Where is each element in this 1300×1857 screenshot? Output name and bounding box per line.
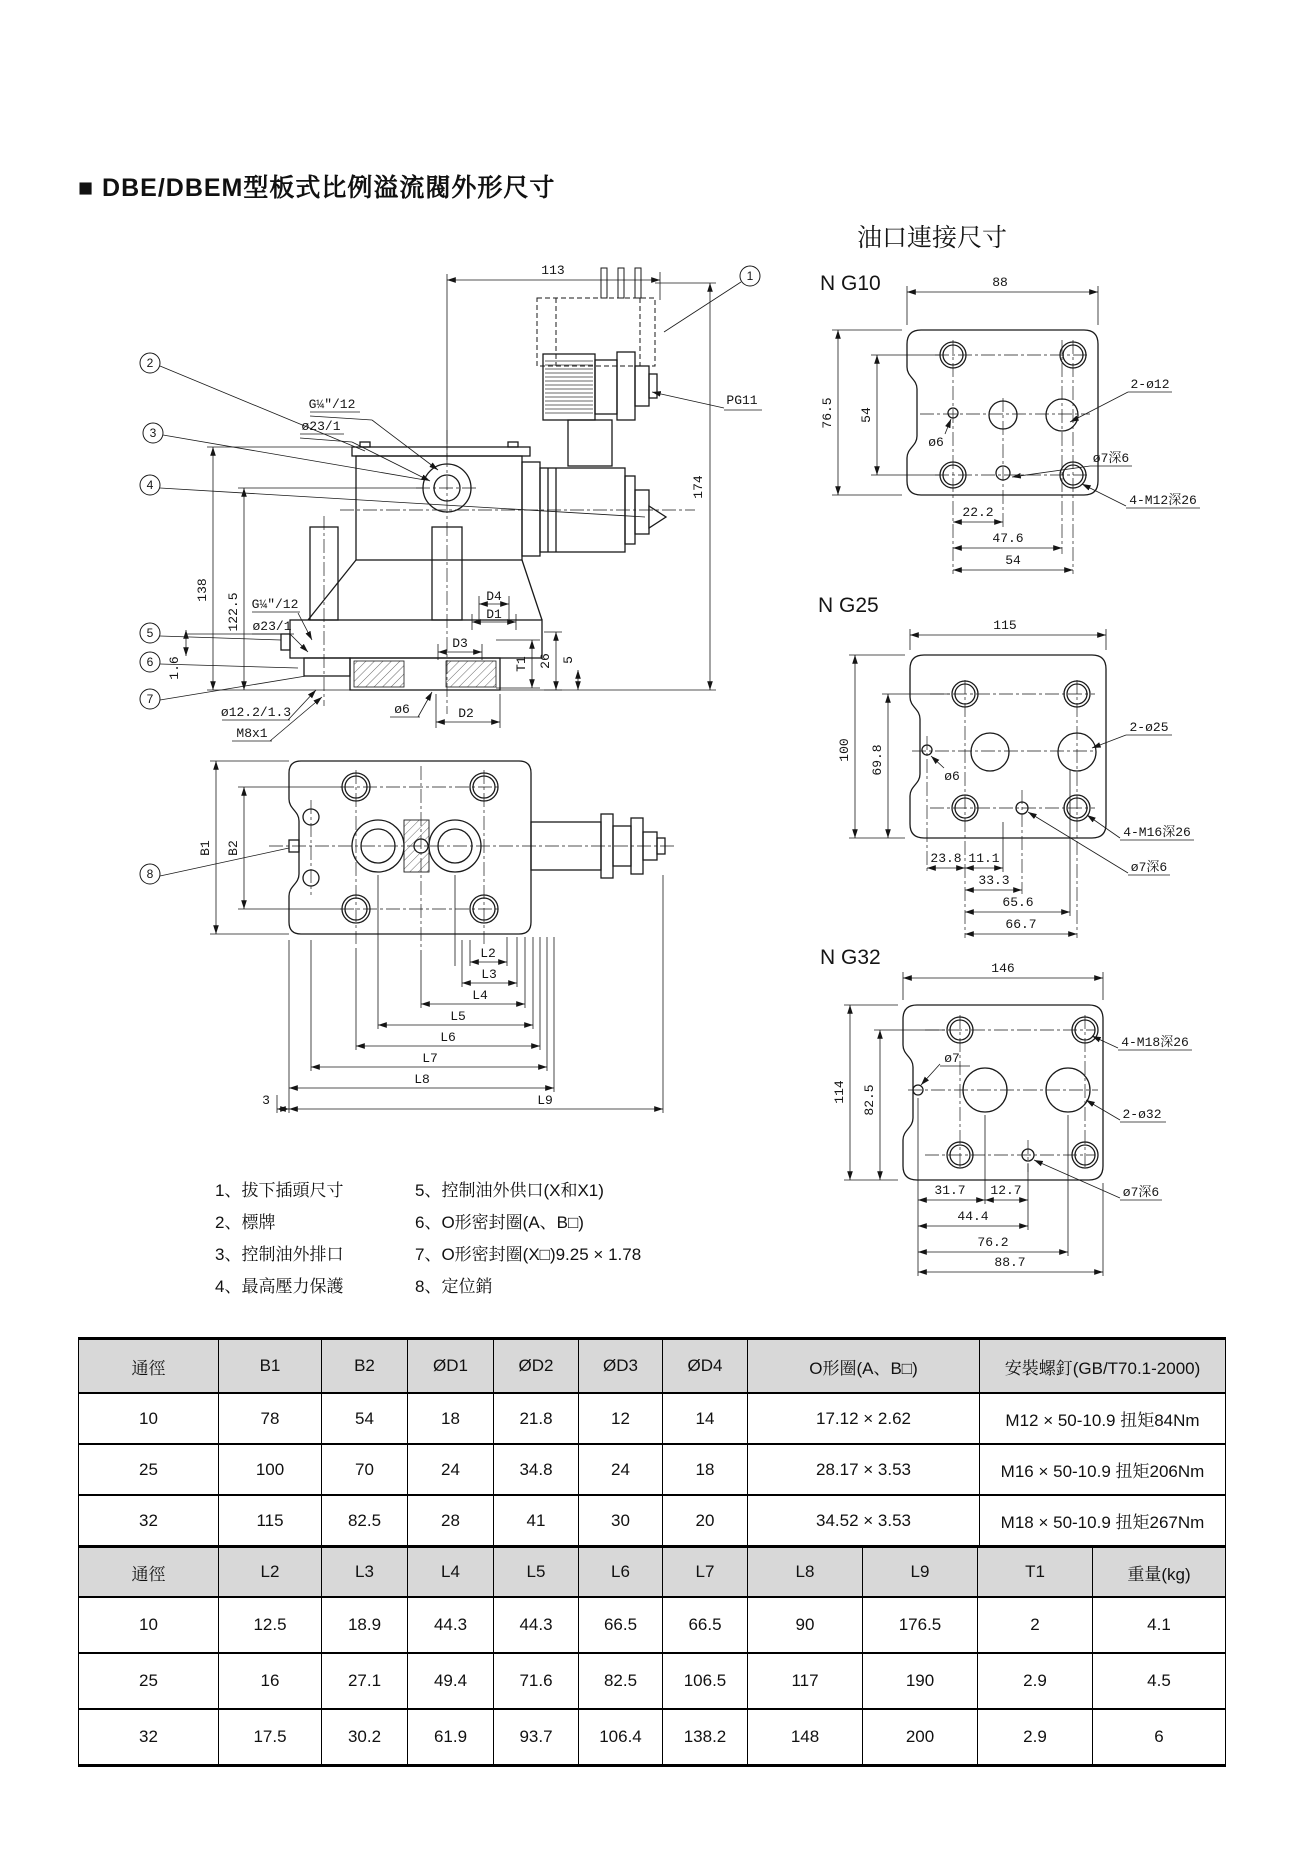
cell: 78 [219, 1393, 322, 1444]
cell: 18 [408, 1393, 494, 1444]
side-view [281, 268, 695, 714]
table-row [79, 1393, 1226, 1444]
ng10-labels [820, 275, 1197, 568]
cell: M12 × 50-10.9 扭矩84Nm [980, 1393, 1226, 1444]
dim-l6: L6 [440, 1030, 456, 1045]
cell: 2 [978, 1597, 1093, 1653]
cell: 25 [79, 1444, 219, 1495]
cell: 25 [79, 1653, 219, 1709]
col-header: ØD2 [494, 1339, 579, 1394]
callout-5: 5 [146, 626, 154, 640]
table2-header-row [79, 1547, 1226, 1598]
cell: 71.6 [494, 1653, 579, 1709]
label-o23-top: ø23/1 [301, 419, 341, 434]
bottom-dim-labels [198, 840, 241, 856]
cell: 34.52 × 3.53 [748, 1495, 980, 1545]
ng25-dim-h2: 69.8 [870, 744, 885, 776]
ng10-small-hole: ø6 [928, 435, 944, 450]
cell: 28.17 × 3.53 [748, 1444, 980, 1495]
cell: 21.8 [494, 1393, 579, 1444]
cell: 2.9 [978, 1653, 1093, 1709]
label-g14-left: G¼″/12 [251, 597, 299, 612]
ng10-label: N G10 [820, 272, 881, 295]
cell: 32 [79, 1709, 219, 1766]
connector-body [543, 352, 657, 466]
cell: 41 [494, 1495, 579, 1545]
cell: 70 [322, 1444, 408, 1495]
cell: 32 [79, 1495, 219, 1545]
cell: 16 [219, 1653, 322, 1709]
table-row [79, 1653, 1226, 1709]
ng25-dims [849, 629, 1194, 934]
ng25-pin-label: ø7深6 [1130, 860, 1168, 875]
cell: 27.1 [322, 1653, 408, 1709]
cell: 2.9 [978, 1709, 1093, 1766]
technical-drawing [0, 180, 1300, 1300]
cell: 106.4 [579, 1709, 663, 1766]
dim-113: 113 [541, 263, 565, 278]
label-g14-top: G¼″/12 [308, 397, 356, 412]
col-header: 通徑 [79, 1339, 219, 1394]
label-o23-left: ø23/1 [252, 619, 292, 634]
bottom-ports [289, 809, 481, 886]
cell: 18.9 [322, 1597, 408, 1653]
cell: 10 [79, 1393, 219, 1444]
ng25-label: N G25 [818, 594, 879, 617]
cell: 82.5 [579, 1653, 663, 1709]
ng25-labels [837, 618, 1191, 932]
callout-7: 7 [146, 692, 154, 706]
cell: 34.8 [494, 1444, 579, 1495]
ng32-chain-2: 12.7 [990, 1183, 1022, 1198]
dim-l3: L3 [481, 967, 497, 982]
cell: 6 [1093, 1709, 1226, 1766]
cell: 190 [863, 1653, 978, 1709]
dim-l8: L8 [414, 1072, 430, 1087]
col-header: L9 [863, 1547, 978, 1598]
cell: 14 [663, 1393, 748, 1444]
callout-8: 8 [146, 867, 154, 881]
dim-26: 26 [538, 653, 553, 669]
cell: 106.5 [663, 1653, 748, 1709]
ng32-chain-4: 76.2 [977, 1235, 1009, 1250]
cell: 54 [322, 1393, 408, 1444]
dim-122-5: 122.5 [226, 592, 241, 632]
dim-b1: B1 [198, 840, 213, 856]
ng25-chain-2: 11.1 [968, 851, 1000, 866]
ng32-chain-1: 31.7 [934, 1183, 966, 1198]
cell: 115 [219, 1495, 322, 1545]
cell: 10 [79, 1597, 219, 1653]
dim-1-6: 1.6 [167, 656, 182, 680]
cell: 93.7 [494, 1709, 579, 1766]
col-header: L2 [219, 1547, 322, 1598]
page-title: ■ DBE/DBEM型板式比例溢流閥外形尺寸 [78, 174, 556, 202]
cell: 117 [748, 1653, 863, 1709]
legend-item-6: 6、O形密封圈(A、B□) [415, 1213, 584, 1232]
label-m8x1: M8x1 [236, 726, 268, 741]
ng10-dims [832, 286, 1200, 570]
dimension-table-1 [78, 1337, 1226, 1545]
ng25-dim-top: 115 [993, 618, 1017, 633]
callout-1: 1 [746, 269, 754, 283]
ng32-bolt-label: 4-M18深26 [1121, 1035, 1189, 1050]
cell: 66.5 [579, 1597, 663, 1653]
cell: 4.5 [1093, 1653, 1226, 1709]
dim-l9: L9 [537, 1093, 553, 1108]
cell: 66.5 [663, 1597, 748, 1653]
cell: M18 × 50-10.9 扭矩267Nm [980, 1495, 1226, 1545]
ng25-chain-4: 65.6 [1002, 895, 1034, 910]
ng32-dim-h1: 114 [832, 1080, 847, 1104]
ng32-dim-h2: 82.5 [862, 1084, 877, 1116]
solenoid [522, 462, 666, 556]
cell: 49.4 [408, 1653, 494, 1709]
ng32-small-hole: ø7 [944, 1051, 960, 1066]
table1-header-row [79, 1339, 1226, 1394]
bottom-view [269, 761, 677, 948]
col-header: ØD4 [663, 1339, 748, 1394]
cell: 90 [748, 1597, 863, 1653]
ng32-dim-top: 146 [991, 961, 1015, 976]
dimension-tables [78, 1337, 1225, 1767]
callout-4: 4 [146, 478, 154, 492]
dim-t1: T1 [514, 656, 529, 672]
legend-item-7: 7、O形密封圈(X□)9.25 × 1.78 [415, 1245, 642, 1264]
cell: 18 [663, 1444, 748, 1495]
dim-138: 138 [195, 578, 210, 602]
dim-l5: L5 [450, 1009, 466, 1024]
dim-3: 3 [262, 1093, 270, 1108]
cell: 20 [663, 1495, 748, 1545]
dim-l2: L2 [480, 946, 496, 961]
table-row [79, 1444, 1226, 1495]
ng10-chain-3: 54 [1005, 553, 1021, 568]
legend-item-5: 5、控制油外供口(X和X1) [415, 1181, 604, 1200]
cell: 12.5 [219, 1597, 322, 1653]
cell: 4.1 [1093, 1597, 1226, 1653]
col-header: 重量(kg) [1093, 1547, 1226, 1598]
cell: 148 [748, 1709, 863, 1766]
dimension-table-2 [78, 1545, 1226, 1767]
cell: 138.2 [663, 1709, 748, 1766]
col-header: L8 [748, 1547, 863, 1598]
cell: 100 [219, 1444, 322, 1495]
dim-174: 174 [691, 475, 706, 499]
ng32-centerlines [908, 1015, 1098, 1172]
table-row [79, 1597, 1226, 1653]
ng25-chain-3: 33.3 [978, 873, 1010, 888]
dim-d3: D3 [452, 636, 468, 651]
table-row [79, 1495, 1226, 1545]
ng32-big-holes: 2-ø32 [1122, 1107, 1162, 1122]
plug-pins [601, 268, 641, 298]
col-header: ØD3 [579, 1339, 663, 1394]
cell: 24 [408, 1444, 494, 1495]
ng25-big-holes: 2-ø25 [1129, 720, 1169, 735]
cell: 200 [863, 1709, 978, 1766]
ng10-dim-top: 88 [992, 275, 1008, 290]
col-header: 通徑 [79, 1547, 219, 1598]
label-o6-side: ø6 [394, 702, 410, 717]
legend-item-3: 3、控制油外排口 [215, 1245, 344, 1264]
dim-b2: B2 [226, 840, 241, 856]
cell: 17.5 [219, 1709, 322, 1766]
dim-l4: L4 [472, 988, 488, 1003]
col-header: 安裝螺釘(GB/T70.1-2000) [980, 1339, 1226, 1394]
cell: M16 × 50-10.9 扭矩206Nm [980, 1444, 1226, 1495]
col-header: T1 [978, 1547, 1093, 1598]
ng32-dims [844, 972, 1192, 1276]
ng25-drawing [849, 629, 1194, 938]
callout-6: 6 [146, 655, 154, 669]
col-header: L5 [494, 1547, 579, 1598]
col-header: L7 [663, 1547, 748, 1598]
ng32-chain-3: 44.4 [957, 1209, 989, 1224]
callouts [140, 266, 760, 884]
legend-item-4: 4、最高壓力保護 [215, 1277, 344, 1296]
ng10-dim-h2: 54 [859, 407, 874, 423]
ng10-dim-h1: 76.5 [820, 397, 835, 429]
callout-2: 2 [146, 356, 154, 370]
ng32-drawing [844, 972, 1192, 1276]
col-header: L4 [408, 1547, 494, 1598]
ng25-dim-h1: 100 [837, 738, 852, 762]
cell: 61.9 [408, 1709, 494, 1766]
ng25-chain-5: 66.7 [1005, 917, 1037, 932]
ng32-label: N G32 [820, 946, 881, 969]
dim-d2: D2 [458, 706, 474, 721]
cell: 17.12 × 2.62 [748, 1393, 980, 1444]
legend-item-8: 8、定位銷 [415, 1277, 493, 1296]
plug-outline [537, 298, 655, 366]
label-o12-2: ø12.2/1.3 [220, 705, 292, 720]
col-header: B2 [322, 1339, 408, 1394]
ng25-small-hole: ø6 [944, 769, 960, 784]
cell: 12 [579, 1393, 663, 1444]
dim-l7: L7 [422, 1051, 438, 1066]
table-row [79, 1709, 1226, 1766]
ng32-chain-5: 88.7 [994, 1255, 1026, 1270]
col-header: L3 [322, 1547, 408, 1598]
col-header: B1 [219, 1339, 322, 1394]
col-header: ØD1 [408, 1339, 494, 1394]
callout-3: 3 [149, 426, 157, 440]
ng25-chain-1: 23.8 [930, 851, 962, 866]
ng25-bolt-label: 4-M16深26 [1123, 825, 1191, 840]
label-pg11: PG11 [726, 393, 758, 408]
callout-numbers [147, 269, 754, 881]
legend-item-2: 2、標牌 [215, 1213, 276, 1232]
col-header: O形圈(A、B□) [748, 1339, 980, 1394]
cell: 30.2 [322, 1709, 408, 1766]
ng32-labels [832, 961, 1189, 1270]
cell: 44.3 [408, 1597, 494, 1653]
dim-5: 5 [561, 656, 576, 664]
ports-section-title: 油口連接尺寸 [856, 224, 1008, 252]
dim-d4: D4 [486, 589, 502, 604]
valve-lower-body [281, 527, 542, 690]
cell: 30 [579, 1495, 663, 1545]
col-header: L6 [579, 1547, 663, 1598]
dim-d1: D1 [486, 607, 502, 622]
cell: 44.3 [494, 1597, 579, 1653]
cell: 28 [408, 1495, 494, 1545]
ng10-big-holes: 2-ø12 [1130, 377, 1170, 392]
ng10-bolt-label: 4-M12深26 [1129, 493, 1197, 508]
cell: 82.5 [322, 1495, 408, 1545]
ng10-chain-1: 22.2 [962, 505, 994, 520]
ng10-chain-2: 47.6 [992, 531, 1024, 546]
cell: 176.5 [863, 1597, 978, 1653]
legend-item-1: 1、拔下插頭尺寸 [215, 1181, 344, 1200]
ng32-pin-label: ø7深6 [1122, 1185, 1160, 1200]
cell: 24 [579, 1444, 663, 1495]
length-chain-labels [262, 946, 553, 1108]
bottom-centerlines [269, 766, 677, 948]
ng10-pin-label: ø7深6 [1092, 451, 1130, 466]
